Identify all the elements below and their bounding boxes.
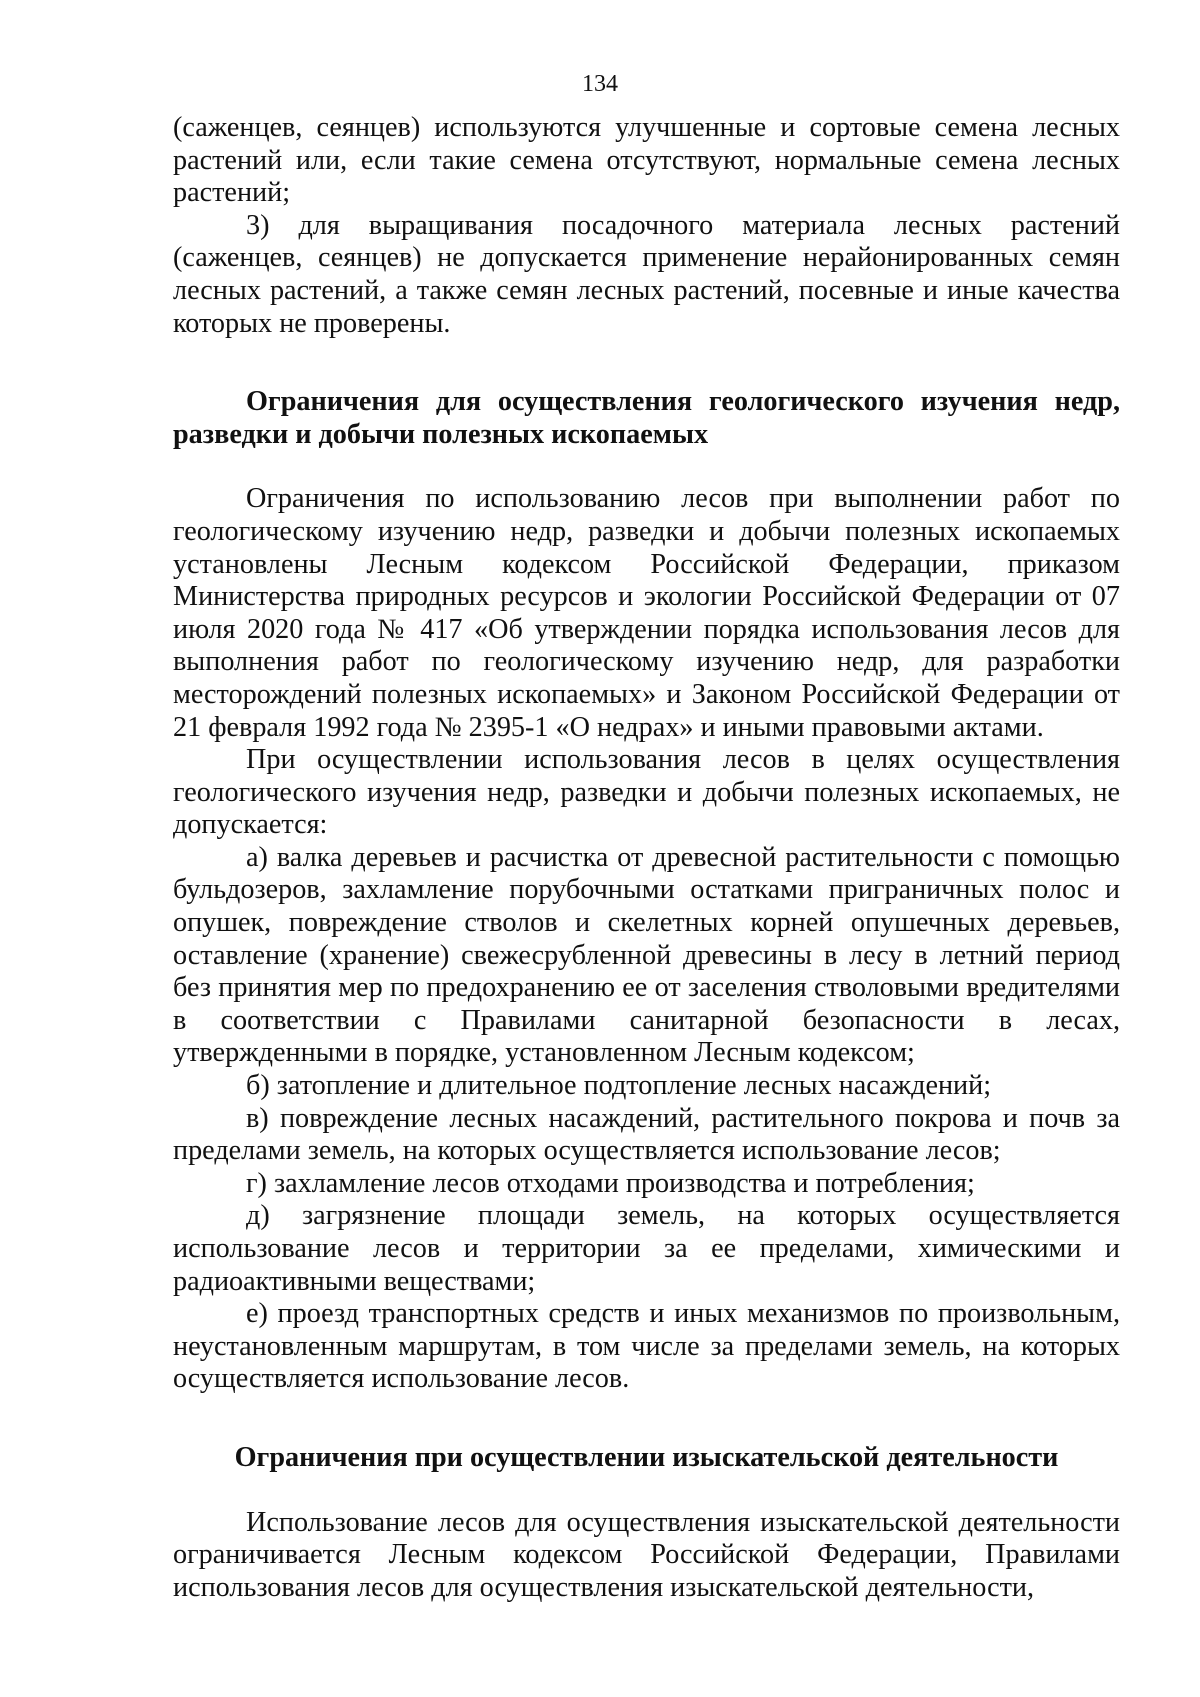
list-item-e: е) проезд транспортных средств и иных механизмов по произвольным, неустановленным маршрутам, в том числе за пределами земель, на которых осуществляется использование лесов. [173,1298,1120,1395]
paragraph-seeds-continued: (саженцев, сеянцев) используются улучшенные и сортовые семена лесных растений или, если такие семена отсутствуют, нормальные семена лесных растений; [173,112,1120,209]
list-item-d: д) загрязнение площади земель, на которых осуществляется использование лесов и территории за ее пределами, химическими и радиоактивными веществами; [173,1200,1120,1297]
list-item-g: г) захламление лесов отходами производства и потребления; [246,1167,975,1199]
section-heading-geology: Ограничения для осуществления геологического изучения недр, разведки и добычи полезных ископаемых [173,386,1120,450]
paragraph-survey-restrictions: Использование лесов для осуществления изыскательской деятельности ограничивается Лесным кодексом Российской Федерации, Правилами использования лесов для осуществления изыскательской деятельности, [173,1506,1120,1603]
paragraph-geology-restrictions: Ограничения по использованию лесов при выполнении работ по геологическому изучению недр, разведки и добычи полезных ископаемых установлены Лесным кодексом Российской Федерации, приказом Министерства природных ресурсов и экологии Российской Федерации от 07 июля 2020 года № 417 «Об утверждении порядка использования лесов для выполнения работ по геологическому изучению недр, для разработки месторождений полезных ископаемых» и Законом Российской Федерации от 21 февраля 1992 года № 2395-1 «О недрах» и иными правовыми актами. [173,483,1120,743]
list-item-v: в) повреждение лесных насаждений, растительного покрова и почв за пределами земель, на которых осуществляется использование лесов; [173,1102,1120,1167]
paragraph-not-allowed-intro: При осуществлении использования лесов в целях осуществления геологического изучения недр, разведки и добычи полезных ископаемых, не допускается: [173,744,1120,841]
page-number: 134 [582,71,618,97]
section-heading-survey: Ограничения при осуществлении изыскательской деятельности [234,1441,1059,1473]
list-item-b: б) затопление и длительное подтопление лесных насаждений; [246,1070,992,1102]
paragraph-item-3: 3) для выращивания посадочного материала лесных растений (саженцев, сеянцев) не допускается применение нерайонированных семян лесных растений, а также семян лесных растений, посевные и иные качества которых не проверены. [173,209,1120,339]
document-body [173,112,1120,1604]
list-item-a: а) валка деревьев и расчистка от древесной растительности с помощью бульдозеров, захламление порубочными остатками приграничных полос и опушек, повреждение стволов и скелетных корней опушечных деревьев, оставление (хранение) свежесрубленной древесины в лесу в летний период без принятия мер по предохранению ее от заселения стволовыми вредителями в соответствии с Правилами санитарной безопасности в лесах, утвержденными в порядке, установленном Лесным кодексом; [173,841,1120,1069]
